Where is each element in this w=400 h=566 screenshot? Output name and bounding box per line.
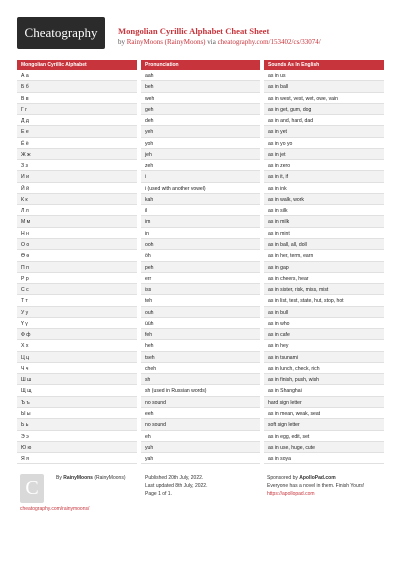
table-cell: as in her, term, earn: [264, 250, 384, 261]
byline-via: via: [205, 38, 218, 46]
table-cell: as in ink: [264, 183, 384, 194]
table-cell: weh: [141, 93, 260, 104]
table-cell: Р р: [17, 273, 137, 284]
table-cell: as in ball: [264, 81, 384, 92]
table-cell: ooh: [141, 239, 260, 250]
sounds-rows: [264, 70, 384, 464]
table-cell: as in who: [264, 318, 384, 329]
footer-author-handle: (RainyMoons): [92, 475, 126, 481]
table-cell: Д д: [17, 115, 137, 126]
table-cell: soft sign letter: [264, 419, 384, 430]
table-cell: У у: [17, 307, 137, 318]
table-cell: üüh: [141, 318, 260, 329]
column-header-alphabet: Mongolian Cyrillic Alphabet: [17, 60, 137, 70]
updated-date: Last updated 8th July, 2022.: [145, 483, 208, 489]
table-cell: as in yo yo: [264, 138, 384, 149]
table-cell: i (used with another vowel): [141, 183, 260, 194]
table-cell: Ф ф: [17, 329, 137, 340]
table-cell: Н н: [17, 228, 137, 239]
table-cell: as in use, huge, cute: [264, 442, 384, 453]
table-cell: beh: [141, 81, 260, 92]
table-cell: as in jet: [264, 149, 384, 160]
table-cell: as in us: [264, 70, 384, 81]
table-cell: sh (used in Russian words): [141, 385, 260, 396]
cheatography-c-logo: [20, 474, 44, 503]
table-cell: as in tsunami: [264, 352, 384, 363]
table-cell: yah: [141, 453, 260, 464]
logo-text: Cheatography: [24, 25, 98, 40]
byline: [118, 38, 321, 46]
table-cell: Э э: [17, 431, 137, 442]
table-cell: Ь ь: [17, 419, 137, 430]
table-cell: Щ щ: [17, 385, 137, 396]
table-cell: Е е: [17, 126, 137, 137]
table-cell: as in west, vest, wet, owe, vain: [264, 93, 384, 104]
table-cell: i: [141, 171, 260, 182]
table-cell: as in cheers, hear: [264, 273, 384, 284]
table-cell: as in egg, edit, set: [264, 431, 384, 442]
table-cell: as in Shanghai: [264, 385, 384, 396]
table-cell: as in silk: [264, 205, 384, 216]
pronunciation-column: [141, 60, 260, 464]
table-cell: as in list, test, state, hut, stop, hot: [264, 295, 384, 306]
table-cell: as in hey: [264, 340, 384, 351]
table-cell: öh: [141, 250, 260, 261]
sponsor-url[interactable]: https://apollopad.com: [267, 491, 315, 497]
table-cell: Ч ч: [17, 363, 137, 374]
table-cell: as in zero: [264, 160, 384, 171]
table-cell: as in finish, push, wish: [264, 374, 384, 385]
table-cell: Ё ё: [17, 138, 137, 149]
table-cell: В в: [17, 93, 137, 104]
table-cell: as in mint: [264, 228, 384, 239]
page-header: [0, 0, 400, 60]
footer-sponsor: [267, 474, 387, 498]
table-cell: peh: [141, 262, 260, 273]
table-cell: kah: [141, 194, 260, 205]
footer-by: By: [56, 475, 64, 481]
table-cell: zeh: [141, 160, 260, 171]
table-cell: as in lunch, check, rich: [264, 363, 384, 374]
table-cell: Т т: [17, 295, 137, 306]
table-cell: as in ball, all, doll: [264, 239, 384, 250]
table-cell: heh: [141, 340, 260, 351]
page-title: Mongolian Cyrillic Alphabet Cheat Sheet: [118, 26, 270, 36]
table-cell: yuh: [141, 442, 260, 453]
table-cell: yoh: [141, 138, 260, 149]
table-cell: П п: [17, 262, 137, 273]
table-cell: as in mean, weak, seat: [264, 408, 384, 419]
table-cell: err: [141, 273, 260, 284]
column-header-sounds: Sounds As In English: [264, 60, 384, 70]
table-cell: in: [141, 228, 260, 239]
byline-by: by: [118, 38, 127, 46]
table-cell: Ж ж: [17, 149, 137, 160]
table-cell: sh: [141, 374, 260, 385]
column-header-pronunciation: Pronunciation: [141, 60, 260, 70]
table-cell: Й й: [17, 183, 137, 194]
table-cell: no sound: [141, 397, 260, 408]
sheet-url-link[interactable]: cheatography.com/153402/cs/33074/: [217, 38, 321, 46]
table-cell: as in walk, work: [264, 194, 384, 205]
table-cell: Ы ы: [17, 408, 137, 419]
table-cell: as in it, if: [264, 171, 384, 182]
table-cell: aah: [141, 70, 260, 81]
table-cell: Ц ц: [17, 352, 137, 363]
footer-author-url[interactable]: cheatography.com/rainymoons/: [20, 506, 90, 512]
table-cell: А а: [17, 70, 137, 81]
table-cell: teh: [141, 295, 260, 306]
table-cell: eh: [141, 431, 260, 442]
table-cell: no sound: [141, 419, 260, 430]
table-cell: as in bull: [264, 307, 384, 318]
table-cell: hard sign letter: [264, 397, 384, 408]
table-cell: М м: [17, 216, 137, 227]
table-cell: as in cafe: [264, 329, 384, 340]
table-cell: as in milk: [264, 216, 384, 227]
table-cell: feh: [141, 329, 260, 340]
published-date: Published 20th July, 2022.: [145, 475, 204, 481]
table-cell: К к: [17, 194, 137, 205]
page-number: Page 1 of 1.: [145, 491, 172, 497]
sounds-column: [264, 60, 384, 464]
footer-author: [56, 474, 125, 482]
table-cell: as in sister, risk, miss, mist: [264, 284, 384, 295]
table-cell: Ъ ъ: [17, 397, 137, 408]
table-cell: З з: [17, 160, 137, 171]
table-cell: С с: [17, 284, 137, 295]
table-cell: yeh: [141, 126, 260, 137]
table-cell: Я я: [17, 453, 137, 464]
table-cell: as in and, hard, dad: [264, 115, 384, 126]
table-cell: eeh: [141, 408, 260, 419]
table-cell: iss: [141, 284, 260, 295]
alphabet-column: [17, 60, 137, 464]
table-cell: as in yet: [264, 126, 384, 137]
sponsor-name[interactable]: ApolloPad.com: [299, 475, 336, 481]
table-cell: as in soya: [264, 453, 384, 464]
table-cell: geh: [141, 104, 260, 115]
cheatography-logo[interactable]: [17, 17, 105, 49]
pronunciation-rows: [141, 70, 260, 464]
table-cell: Б б: [17, 81, 137, 92]
table-cell: jeh: [141, 149, 260, 160]
table-cell: Ө ө: [17, 250, 137, 261]
table-cell: Ш ш: [17, 374, 137, 385]
table-cell: О о: [17, 239, 137, 250]
table-cell: il: [141, 205, 260, 216]
table-cell: tseh: [141, 352, 260, 363]
table-cell: Х х: [17, 340, 137, 351]
alphabet-rows: [17, 70, 137, 464]
table-cell: Л л: [17, 205, 137, 216]
table-cell: im: [141, 216, 260, 227]
footer-dates: [145, 474, 207, 498]
table-cell: cheh: [141, 363, 260, 374]
table-cell: Ю ю: [17, 442, 137, 453]
footer-author-name[interactable]: RainyMoons: [63, 475, 93, 481]
table-cell: deh: [141, 115, 260, 126]
table-cell: Г г: [17, 104, 137, 115]
sponsor-prefix: Sponsored by: [267, 475, 300, 481]
table-cell: as in gap: [264, 262, 384, 273]
c-letter: C: [25, 477, 39, 499]
table-cell: ouh: [141, 307, 260, 318]
table-cell: as in get, gum, dog: [264, 104, 384, 115]
author-link[interactable]: RainyMoons (RainyMoons): [126, 38, 206, 46]
table-cell: Ү ү: [17, 318, 137, 329]
sponsor-text: Everyone has a novel in them. Finish Yours!: [267, 483, 365, 489]
table-cell: И и: [17, 171, 137, 182]
